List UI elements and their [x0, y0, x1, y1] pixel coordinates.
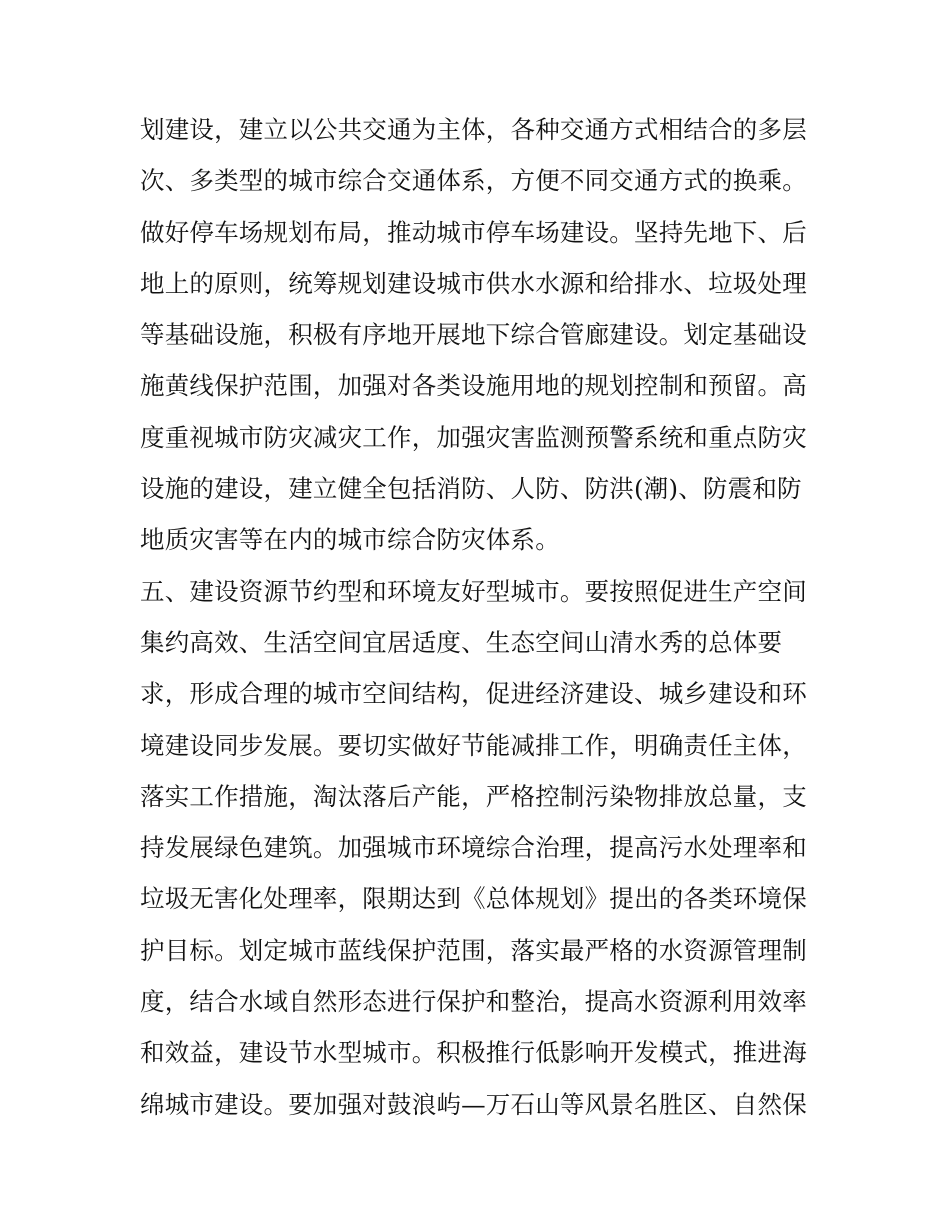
text-line: 设施的建设，建立健全包括消防、人防、防洪(潮)、防震和防: [140, 474, 802, 504]
text-line: 持发展绿色建筑。加强城市环境综合治理，提高污水处理率和: [140, 833, 807, 863]
text-line: 度重视城市防灾减灾工作，加强灾害监测预警系统和重点防灾: [140, 422, 807, 452]
text-line: 次、多类型的城市综合交通体系，方便不同交通方式的换乘。: [140, 166, 807, 196]
text-line: 施黄线保护范围，加强对各类设施用地的规划控制和预留。高: [140, 371, 807, 401]
text-line: 等基础设施，积极有序地开展地下综合管廊建设。划定基础设: [140, 320, 807, 350]
text-line: 和效益，建设节水型城市。积极推行低影响开发模式，推进海: [140, 1038, 807, 1068]
text-line: 境建设同步发展。要切实做好节能减排工作，明确责任主体，: [140, 730, 807, 760]
section-heading-line: 五、建设资源节约型和环境友好型城市。要按照促进生产空间: [140, 576, 807, 606]
text-line: 护目标。划定城市蓝线保护范围，落实最严格的水资源管理制: [140, 935, 807, 965]
text-line: 集约高效、生活空间宜居适度、生态空间山清水秀的总体要: [140, 627, 783, 657]
text-line: 地上的原则，统筹规划建设城市供水水源和给排水、垃圾处理: [140, 268, 807, 298]
text-line: 度，结合水域自然形态进行保护和整治，提高水资源利用效率: [140, 987, 807, 1017]
text-line: 垃圾无害化处理率，限期达到《总体规划》提出的各类环境保: [140, 884, 807, 914]
text-line: 求，形成合理的城市空间结构，促进经济建设、城乡建设和环: [140, 679, 807, 709]
text-line: 落实工作措施，淘汰落后产能，严格控制污染物排放总量，支: [140, 781, 807, 811]
text-line: 划建设，建立以公共交通为主体，各种交通方式相结合的多层: [140, 115, 807, 144]
text-line: 地质灾害等在内的城市综合防灾体系。: [140, 525, 560, 555]
text-line: 做好停车场规划布局，推动城市停车场建设。坚持先地下、后: [140, 217, 807, 247]
text-line: 绵城市建设。要加强对鼓浪屿—万石山等风景名胜区、自然保: [140, 1089, 807, 1119]
body-text: [140, 104, 820, 1130]
